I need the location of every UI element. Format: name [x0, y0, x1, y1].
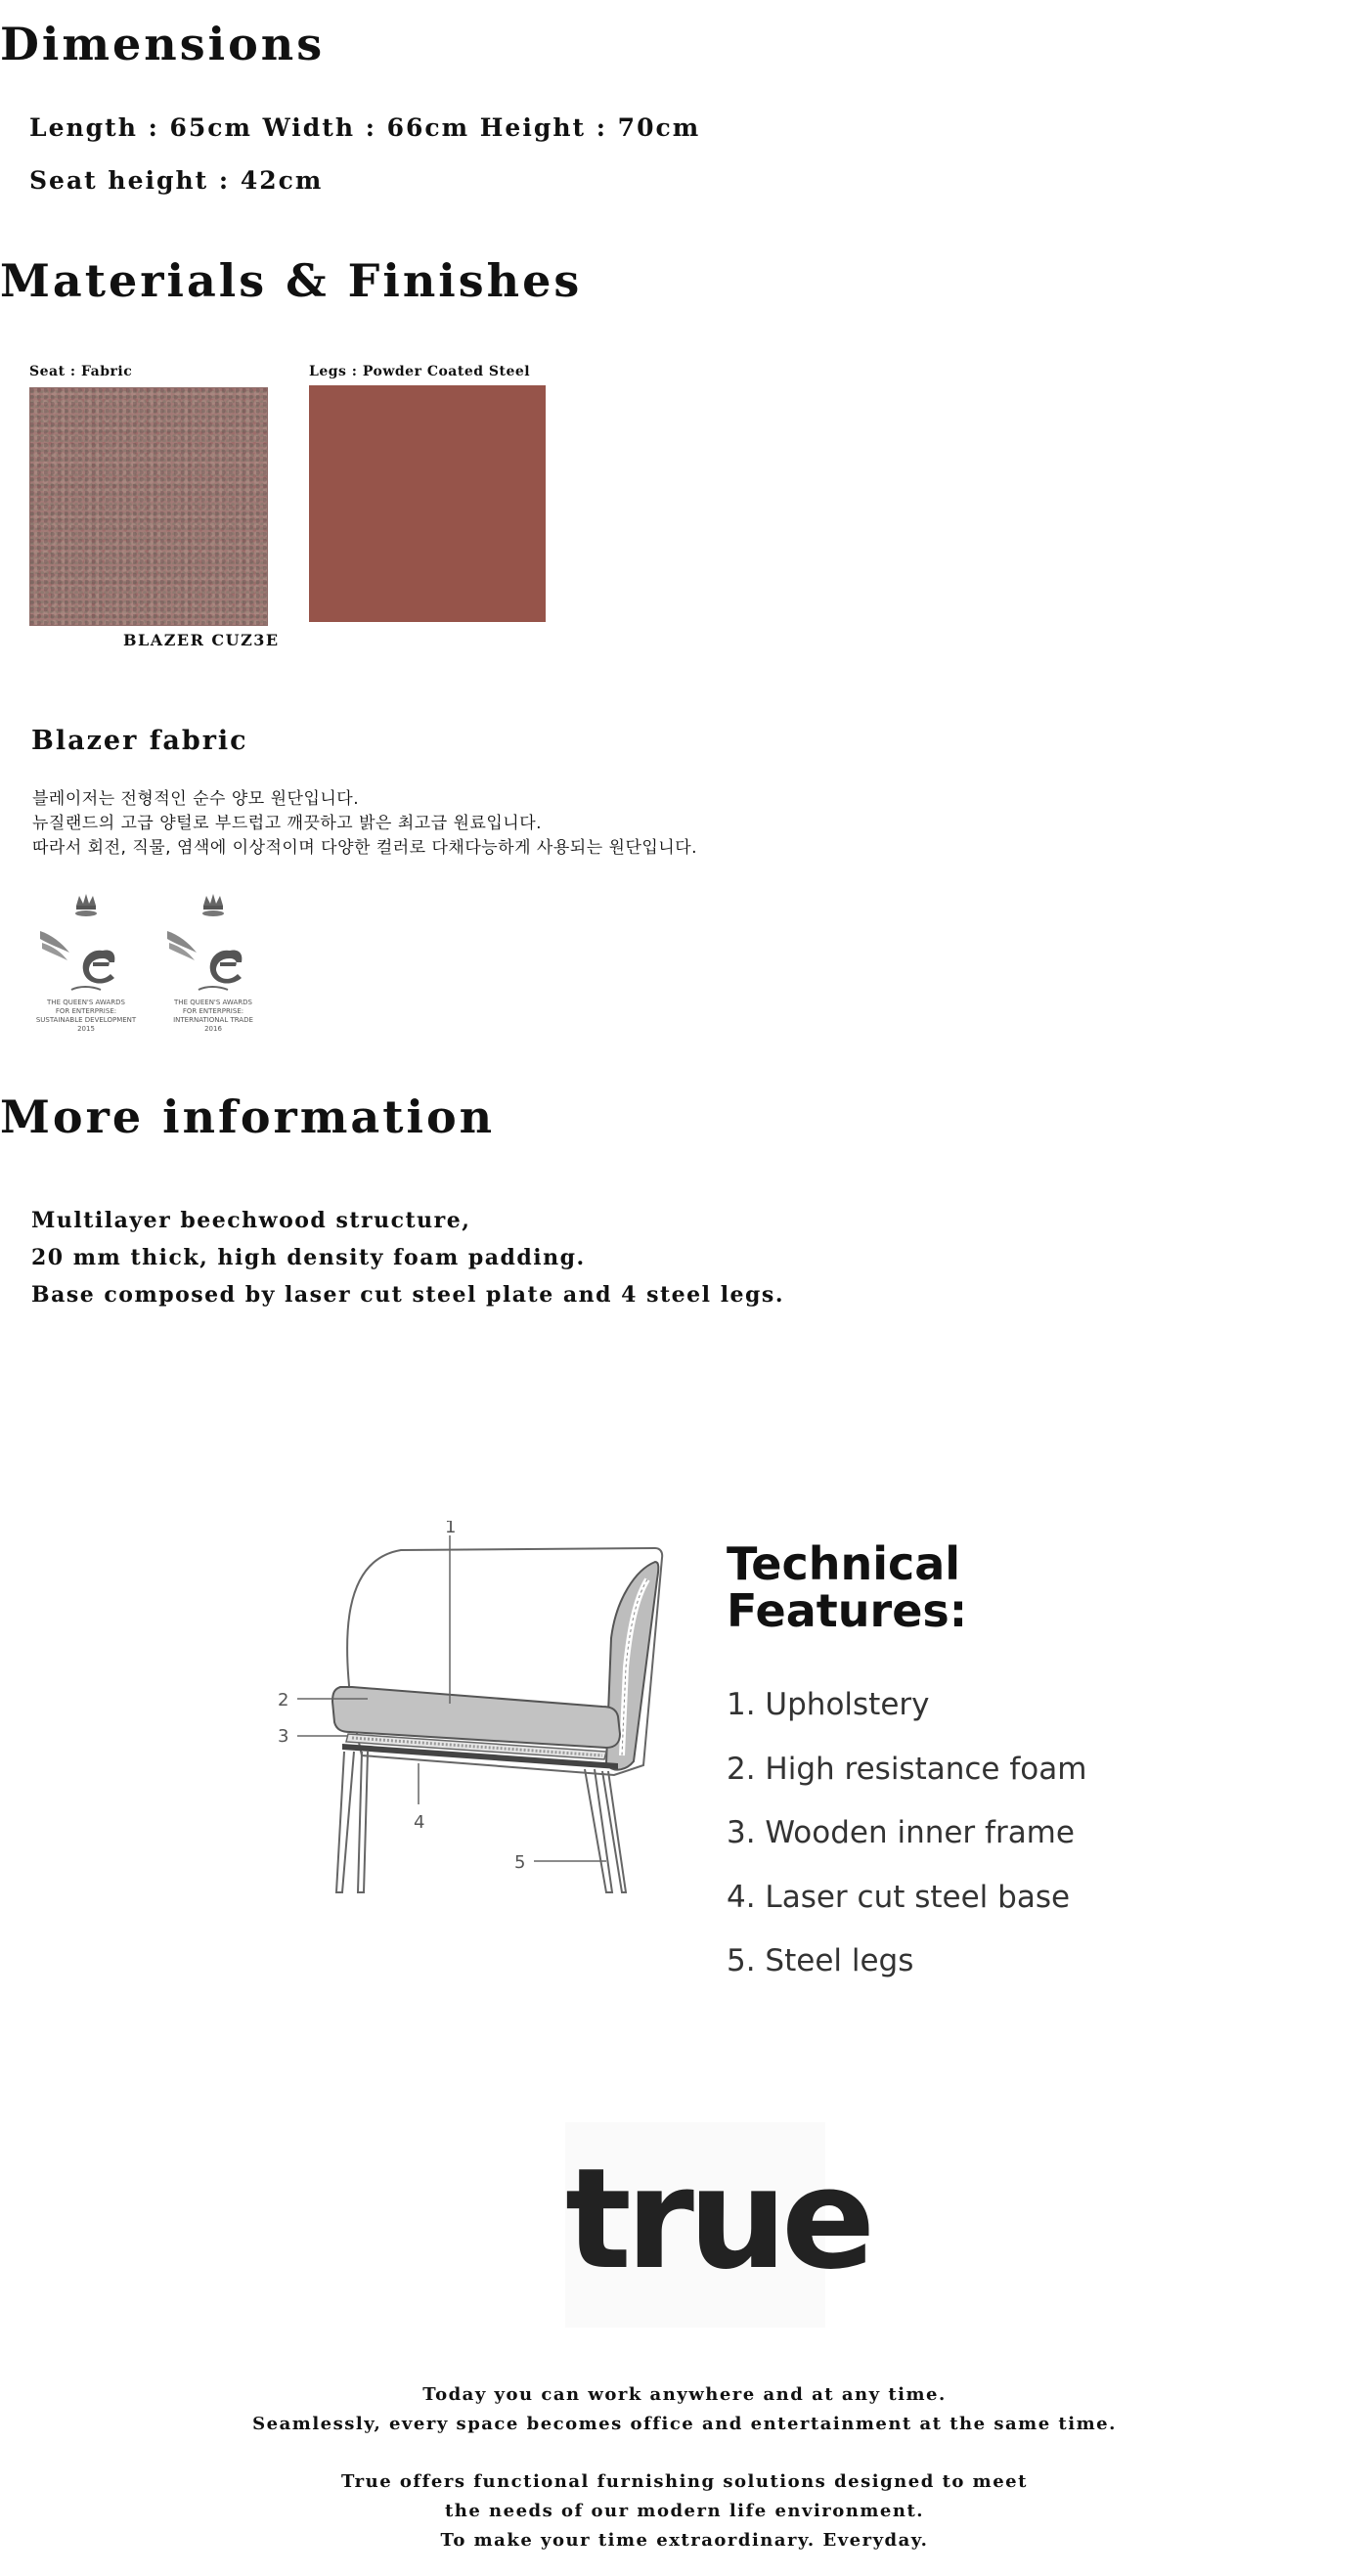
fabric-desc-line: 뉴질랜드의 고급 양털로 부드럽고 깨끗하고 밝은 최고급 원료입니다. [32, 814, 543, 833]
queens-award-icon [32, 892, 140, 995]
fabric-desc-line: 블레이저는 전형적인 순수 양모 원단입니다. [32, 789, 360, 809]
feature-item: 1. Upholstery [727, 1687, 930, 1722]
more-info-line: Base composed by laser cut steel plate and 4 steel legs. [31, 1282, 784, 1308]
award-sustainable [32, 892, 140, 1034]
fabric-desc-line: 따라서 회전, 직물, 염색에 이상적이며 다양한 컬러로 다채다능하게 사용되는 원단입니다. [32, 838, 698, 858]
diagram-label: 1 [445, 1521, 457, 1537]
more-info-line: Multilayer beechwood structure, [31, 1208, 471, 1233]
feature-item: 3. Wooden inner frame [727, 1815, 1075, 1850]
feature-item: 5. Steel legs [727, 1943, 914, 1978]
materials-heading: Materials & Finishes [0, 254, 583, 307]
fabric-swatch [29, 387, 268, 626]
footer-line: True offers functional furnishing solutions designed to meet [341, 2471, 1028, 2492]
diagram-label: 5 [514, 1852, 526, 1873]
seat-swatch-label: Seat : Fabric [29, 364, 133, 379]
steel-swatch [309, 385, 546, 622]
chair-diagram [274, 1521, 675, 1902]
diagram-label: 2 [278, 1690, 289, 1710]
legs-swatch-label: Legs : Powder Coated Steel [309, 364, 531, 379]
dimensions-heading: Dimensions [0, 18, 326, 70]
award-international [159, 892, 267, 1034]
dimensions-line: Length : 65cm Width : 66cm Height : 70cm [29, 113, 701, 142]
fabric-code: BLAZER CUZ3E [123, 631, 280, 649]
feature-item: 2. High resistance foam [727, 1752, 1087, 1787]
fabric-title: Blazer fabric [31, 726, 248, 756]
award-caption: THE QUEEN'S AWARDS FOR ENTERPRISE: SUSTAINABLE DEVELOPMENT 2015 [35, 999, 137, 1033]
seat-height-line: Seat height : 42cm [29, 166, 324, 195]
true-logo [565, 2122, 870, 2328]
queens-award-icon [159, 892, 267, 995]
diagram-label: 4 [414, 1812, 425, 1833]
footer-line: Today you can work anywhere and at any time. [422, 2384, 947, 2405]
footer-line: To make your time extraordinary. Everyday. [440, 2530, 929, 2551]
more-info-line: 20 mm thick, high density foam padding. [31, 1245, 586, 1270]
award-caption: THE QUEEN'S AWARDS FOR ENTERPRISE: INTERNATIONAL TRADE 2016 [173, 999, 253, 1033]
diagram-label: 3 [278, 1726, 289, 1747]
logo-text: true [565, 2139, 870, 2300]
footer-line: the needs of our modern life environment. [444, 2501, 925, 2521]
footer-line: Seamlessly, every space becomes office and entertainment at the same time. [252, 2414, 1117, 2434]
more-info-heading: More information [0, 1090, 496, 1143]
technical-features-title: Technical Features: [727, 1537, 968, 1637]
feature-item: 4. Laser cut steel base [727, 1880, 1071, 1915]
